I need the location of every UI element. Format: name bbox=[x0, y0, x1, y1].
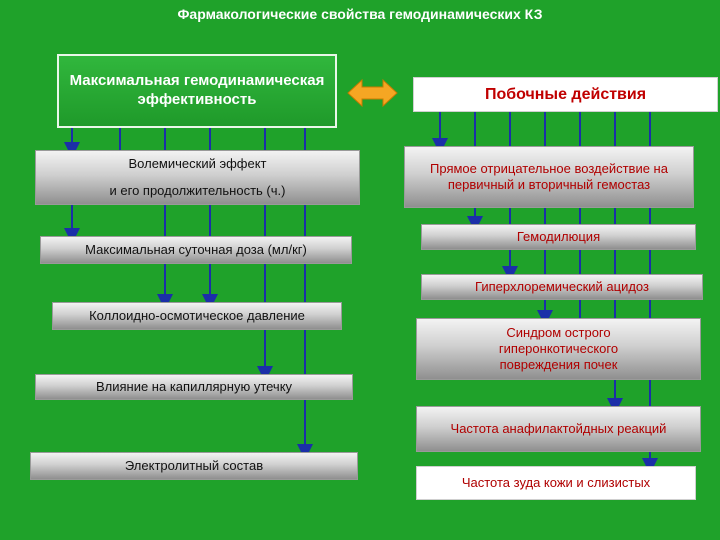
anaphylactoid-box bbox=[416, 406, 701, 452]
max-dose-text: Максимальная суточная доза (мл/кг) bbox=[85, 241, 307, 257]
colloid-pressure-text: Коллоидно-осмотическое давление bbox=[89, 307, 305, 323]
capillary-leak-box bbox=[35, 374, 353, 400]
volemic-effect-text: Волемический эффект bbox=[128, 156, 267, 172]
capillary-leak-text: Влияние на капиллярную утечку bbox=[95, 378, 293, 394]
itch-text: Частота зуда кожи и слизистых bbox=[461, 474, 651, 490]
max-dose-box bbox=[40, 236, 352, 264]
hemostasis-text: Прямое отрицательное воздействие на первичный и вторичный гемостаз bbox=[430, 160, 668, 192]
volemic-duration-text: и его продолжительность (ч.) bbox=[109, 182, 286, 198]
hemodilution-box bbox=[421, 224, 696, 250]
electrolyte-text: Электролитный состав bbox=[124, 457, 264, 473]
kidney-injury-text: Синдром острого гиперонкотического повреждения почек bbox=[498, 324, 619, 373]
itch-box bbox=[416, 466, 696, 500]
side-effects-header bbox=[413, 77, 718, 112]
acidosis-text: Гиперхлоремический ацидоз bbox=[475, 278, 649, 294]
volemic-effect-box bbox=[35, 150, 360, 205]
kidney-injury-box bbox=[416, 318, 701, 380]
side-effects-header-text: Побочные действия bbox=[484, 85, 647, 103]
slide-title: Фармакологические свойства гемодинамических КЗ bbox=[177, 6, 543, 22]
acidosis-box bbox=[421, 274, 703, 300]
double-arrow-icon bbox=[348, 80, 397, 106]
effectiveness-header-text: Максимальная гемодинамическая эффективность bbox=[69, 72, 325, 108]
hemodilution-text: Гемодилюция bbox=[516, 228, 601, 244]
effectiveness-header bbox=[57, 54, 337, 128]
hemostasis-box bbox=[404, 146, 694, 208]
anaphylactoid-text: Частота анафилактойдных реакций bbox=[450, 420, 667, 436]
colloid-pressure-box bbox=[52, 302, 342, 330]
electrolyte-box bbox=[30, 452, 358, 480]
